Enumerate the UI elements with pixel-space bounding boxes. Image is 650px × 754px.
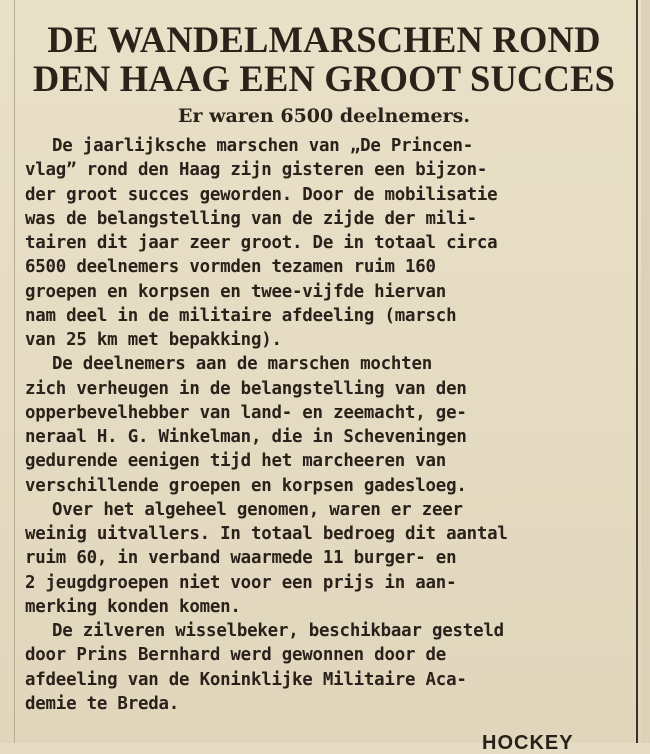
body-line: 6500 deelnemers vormden tezamen ruim 160 xyxy=(25,257,436,278)
article-subheadline: Er waren 6500 deelnemers. xyxy=(178,105,470,127)
body-line: weinig uitvallers. In totaal bedroeg dit aantal xyxy=(25,524,508,544)
body-line: De zilveren wisselbeker, beschikbaar gesteld xyxy=(52,621,504,641)
article-headline xyxy=(28,20,620,98)
body-line: De jaarlijksche marschen van „De Princen- xyxy=(52,136,474,156)
body-line: vlag” rond den Haag zijn gisteren een bijzon- xyxy=(25,160,488,181)
body-line: nam deel in de militaire afdeeling (marsch xyxy=(25,305,457,326)
body-line: De deelnemers aan de marschen mochten xyxy=(52,354,432,375)
body-line: Over het algeheel genomen, waren er zeer xyxy=(52,499,463,520)
body-line: was de belangstelling van de zijde der mili- xyxy=(25,208,477,229)
next-article-heading-cut: HOCKEY xyxy=(482,732,574,754)
column-rule-left xyxy=(14,0,15,743)
body-line: der groot succes geworden. Door de mobilisatie xyxy=(25,184,498,205)
body-line: ruim 60, in verband waarmede 11 burger- en xyxy=(25,548,457,569)
body-line: afdeeling van de Koninklijke Militaire Aca- xyxy=(25,669,467,690)
body-line: verschillende groepen en korpsen gadesloeg. xyxy=(25,475,467,496)
body-line: demie te Breda. xyxy=(25,693,180,714)
body-line: merking konden komen. xyxy=(25,596,241,617)
body-line: 2 jeugdgroepen niet voor een prijs in aan- xyxy=(25,572,457,593)
headline-line: DEN HAAG EEN GROOT SUCCES xyxy=(32,58,616,99)
body-line: door Prins Bernhard werd gewonnen door de xyxy=(25,645,447,666)
body-line: groepen en korpsen en twee-vijfde hiervan xyxy=(25,281,447,302)
article-body xyxy=(25,134,619,716)
body-line: gedurende eenigen tijd het marcheeren van xyxy=(25,451,447,472)
body-line: neraal H. G. Winkelman, die in Scheveningen xyxy=(25,427,467,447)
body-line: van 25 km met bepakking). xyxy=(25,330,282,350)
body-line: tairen dit jaar zeer groot. De in totaal circa xyxy=(25,233,498,253)
column-rule-right xyxy=(636,0,638,743)
next-column-edge xyxy=(641,0,650,743)
headline-line: DE WANDELMARSCHEN ROND xyxy=(47,19,601,60)
body-line: zich verheugen in de belangstelling van den xyxy=(25,378,467,399)
body-line: opperbevelhebber van land- en zeemacht, ge- xyxy=(25,402,467,423)
